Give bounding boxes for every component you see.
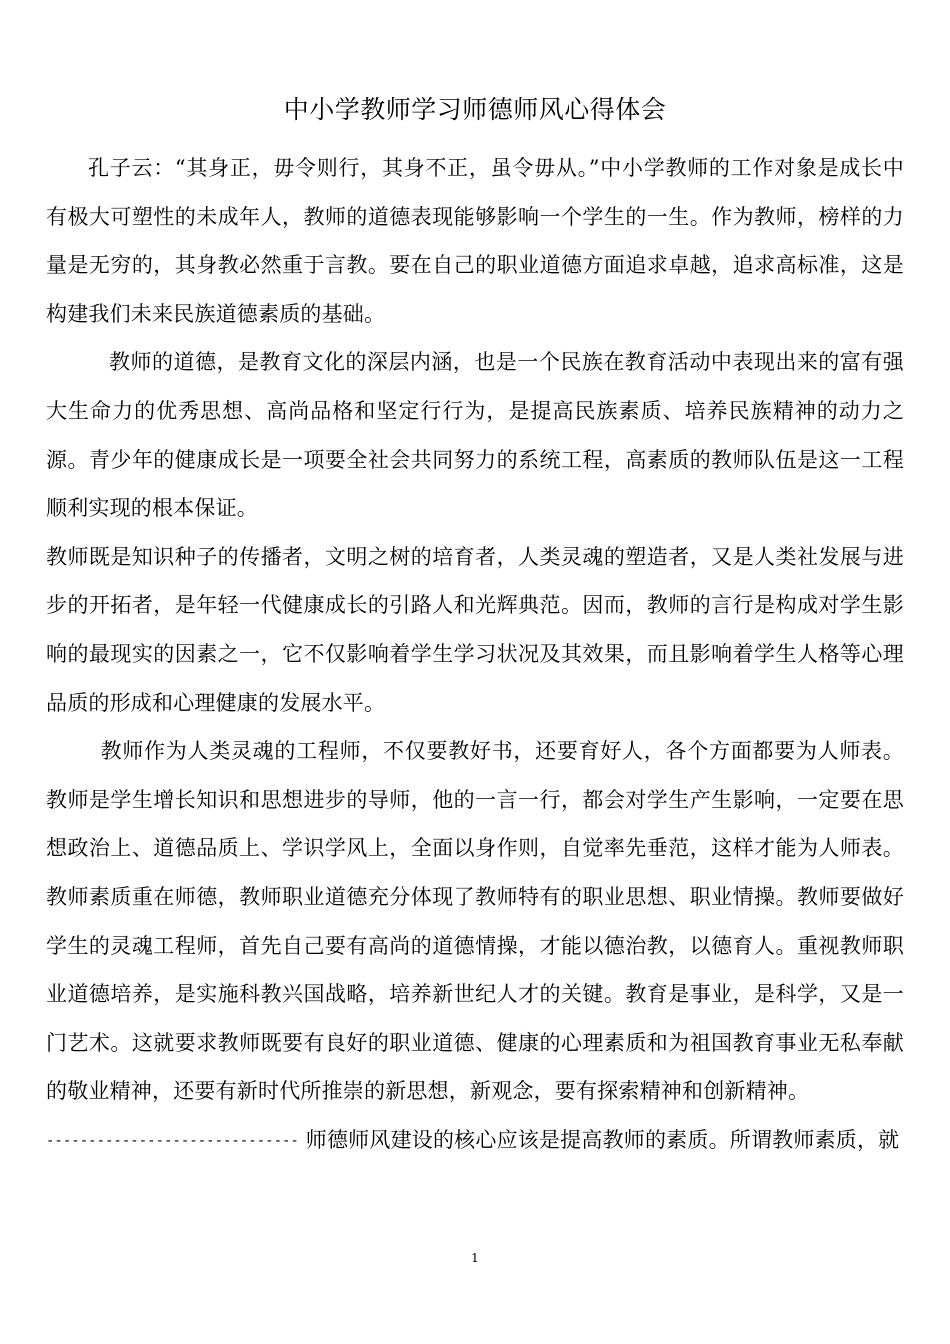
paragraph-1: 孔子云：“其身正，毋令则行，其身不正，虽令毋从。”中小学教师的工作对象是成长中有极大可塑性的未成年人，教师的道德表现能够影响一个学生的一生。作为教师，榜样的力量是无穷的，其身教必然重于言教。要在自己的职业道德方面追求卓越，追求高标准，这是构建我们未来民族道德素质的基础。 bbox=[46, 156, 904, 326]
separator-dashes: ------------------------------ bbox=[46, 1132, 299, 1149]
paragraph-2: 教师的道德，是教育文化的深层内涵，也是一个民族在教育活动中表现出来的富有强大生命力的优秀思想、高尚品格和坚定行行为，是提高民族素质、培养民族精神的动力之源。青少年的健康成长是一项要全社会共同努力的系统工程，高素质的教师队伍是这一工程顺利实现的根本保证。 bbox=[46, 350, 904, 521]
paragraph-5 bbox=[46, 1116, 904, 1166]
paragraph-3: 教师既是知识种子的传播者，文明之树的培育者，人类灵魂的塑造者，又是人类社发展与进步的开拓者，是年轻一代健康成长的引路人和光辉典范。因而，教师的言行是构成对学生影响的最现实的因素之一，它不仅影响着学生学习状况及其效果，而且影响着学生人格等心理品质的形成和心理健康的发展水平。 bbox=[46, 544, 904, 715]
paragraph-4: 教师作为人类灵魂的工程师，不仅要教好书，还要育好人，各个方面都要为人师表。教师是学生增长知识和思想进步的导师，他的一言一行，都会对学生产生影响，一定要在思想政治上、道德品质上、学识学风上，全面以身作则，自觉率先垂范，这样才能为人师表。教师素质重在师德，教师职业道德充分体现了教师特有的职业思想、职业情操。教师要做好学生的灵魂工程师，首先自己要有高尚的道德情操，才能以德治教，以德育人。重视教师职业道德培养，是实施科教兴国战略，培养新世纪人才的关键。教育是事业，是科学，又是一门艺术。这就要求教师既要有良好的职业道德、健康的心理素质和为祖国教育事业无私奉献的敬业精神，还要有新时代所推崇的新思想，新观念，要有探索精神和创新精神。 bbox=[46, 739, 904, 1104]
document-title: 中小学教师学习师德师风心得体会 bbox=[283, 95, 667, 124]
document-body bbox=[46, 144, 904, 1165]
paragraph-5-text: 师德师风建设的核心应该是提高教师的素质。所谓教师素质，就 bbox=[305, 1127, 900, 1152]
page-number: 1 bbox=[471, 1251, 479, 1265]
